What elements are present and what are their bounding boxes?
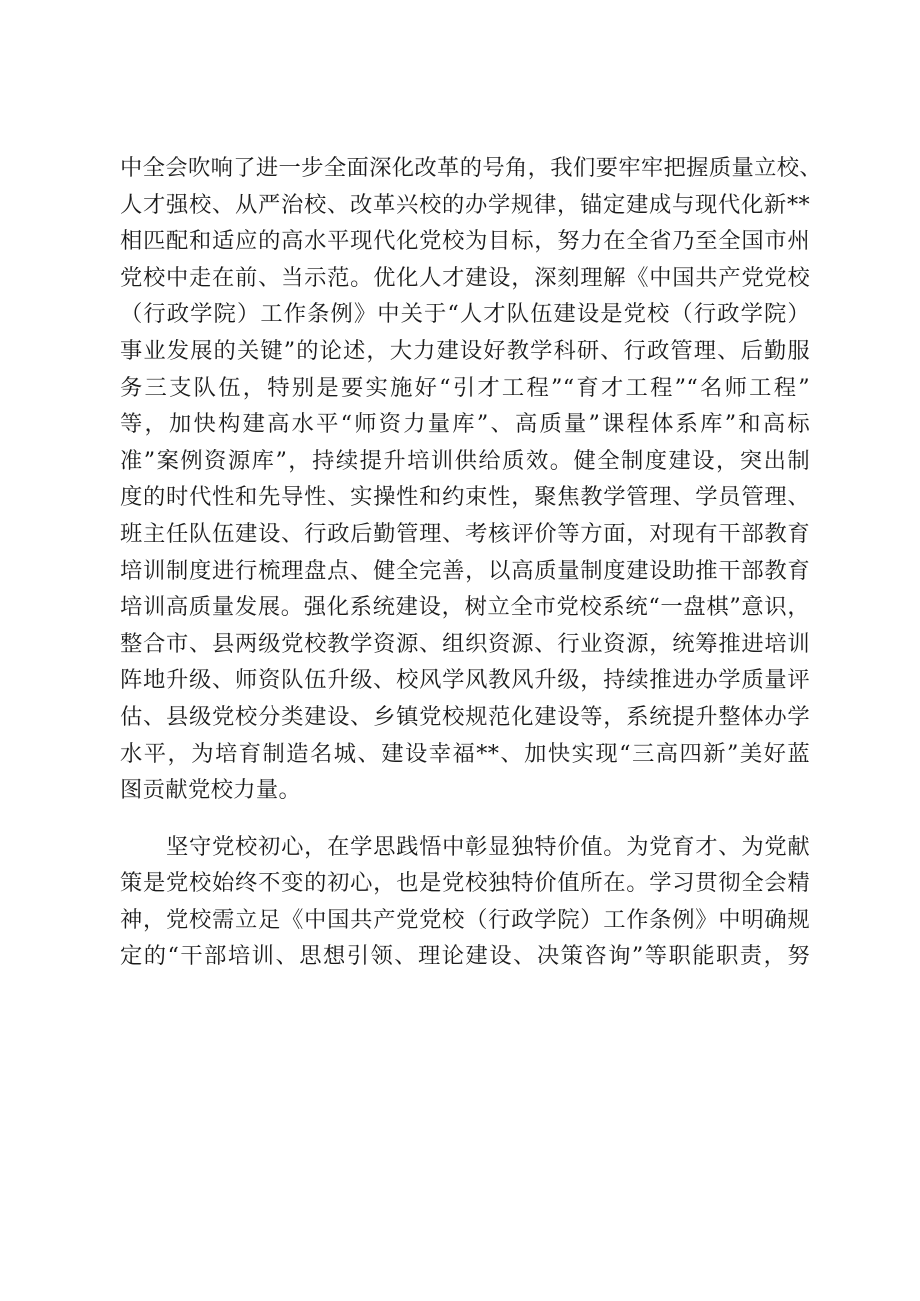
text-line: 相匹配和适应的高水平现代化党校为目标，努力在全省乃至全国市州: [120, 228, 810, 255]
text-line: 党校中走在前、当示范。优化人才建设，深刻理解《中国共产党党校: [120, 264, 810, 291]
text-line: 中全会吹响了进一步全面深化改革的号角，我们要牢牢把握质量立校、: [120, 155, 823, 181]
text-line: 神，党校需立足《中国共产党党校（行政学院）工作条例》中明确规: [120, 906, 810, 933]
text-line: 度的时代性和先导性、实操性和约束性，聚焦教学管理、学员管理、: [120, 484, 810, 511]
paragraph-2: [120, 829, 810, 975]
text-line: 坚守党校初心，在学思践悟中彰显独特价值。为党育才、为党献: [166, 833, 810, 860]
text-line: 培训制度进行梳理盘点、健全完善，以高质量制度建设助推干部教育: [120, 557, 810, 584]
text-line: 估、县级党校分类建设、乡镇党校规范化建设等，系统提升整体办学: [120, 703, 810, 730]
text-line: 人才强校、从严治校、改革兴校的办学规律，锚定建成与现代化新**: [120, 191, 810, 218]
paragraph-1: [120, 150, 823, 809]
text-line: 策是党校始终不变的初心，也是党校独特价值所在。学习贯彻全会精: [120, 870, 810, 897]
text-line: 水平，为培育制造名城、建设幸福**、加快实现“三高四新”美好蓝: [120, 740, 810, 767]
document-body: [120, 150, 823, 975]
text-line: 班主任队伍建设、行政后勤管理、考核评价等方面，对现有干部教育: [120, 520, 810, 547]
text-line: 事业发展的关键”的论述，大力建设好教学科研、行政管理、后勤服: [120, 337, 810, 364]
text-line: 务三支队伍，特别是要实施好“引才工程”“育才工程”“名师工程”: [120, 374, 810, 401]
text-line: 等，加快构建高水平“师资力量库”、高质量”课程体系库”和高标: [120, 411, 810, 438]
text-line: 培训高质量发展。强化系统建设，树立全市党校系统“一盘棋”意识，: [120, 594, 810, 621]
text-line: 准”案例资源库”，持续提升培训供给质效。健全制度建设，突出制: [120, 447, 810, 474]
text-line: 图贡献党校力量。: [120, 777, 302, 804]
text-line: 阵地升级、师资队伍升级、校风学风教风升级，持续推进办学质量评: [120, 667, 810, 694]
text-line: 整合市、县两级党校教学资源、组织资源、行业资源，统筹推进培训: [120, 630, 810, 657]
text-line: 定的“干部培训、思想引领、理论建设、决策咨询”等职能职责，努: [120, 943, 810, 970]
text-line: （行政学院）工作条例》中关于“人才队伍建设是党校（行政学院）: [120, 301, 810, 328]
paragraph-spacer: [120, 809, 810, 829]
